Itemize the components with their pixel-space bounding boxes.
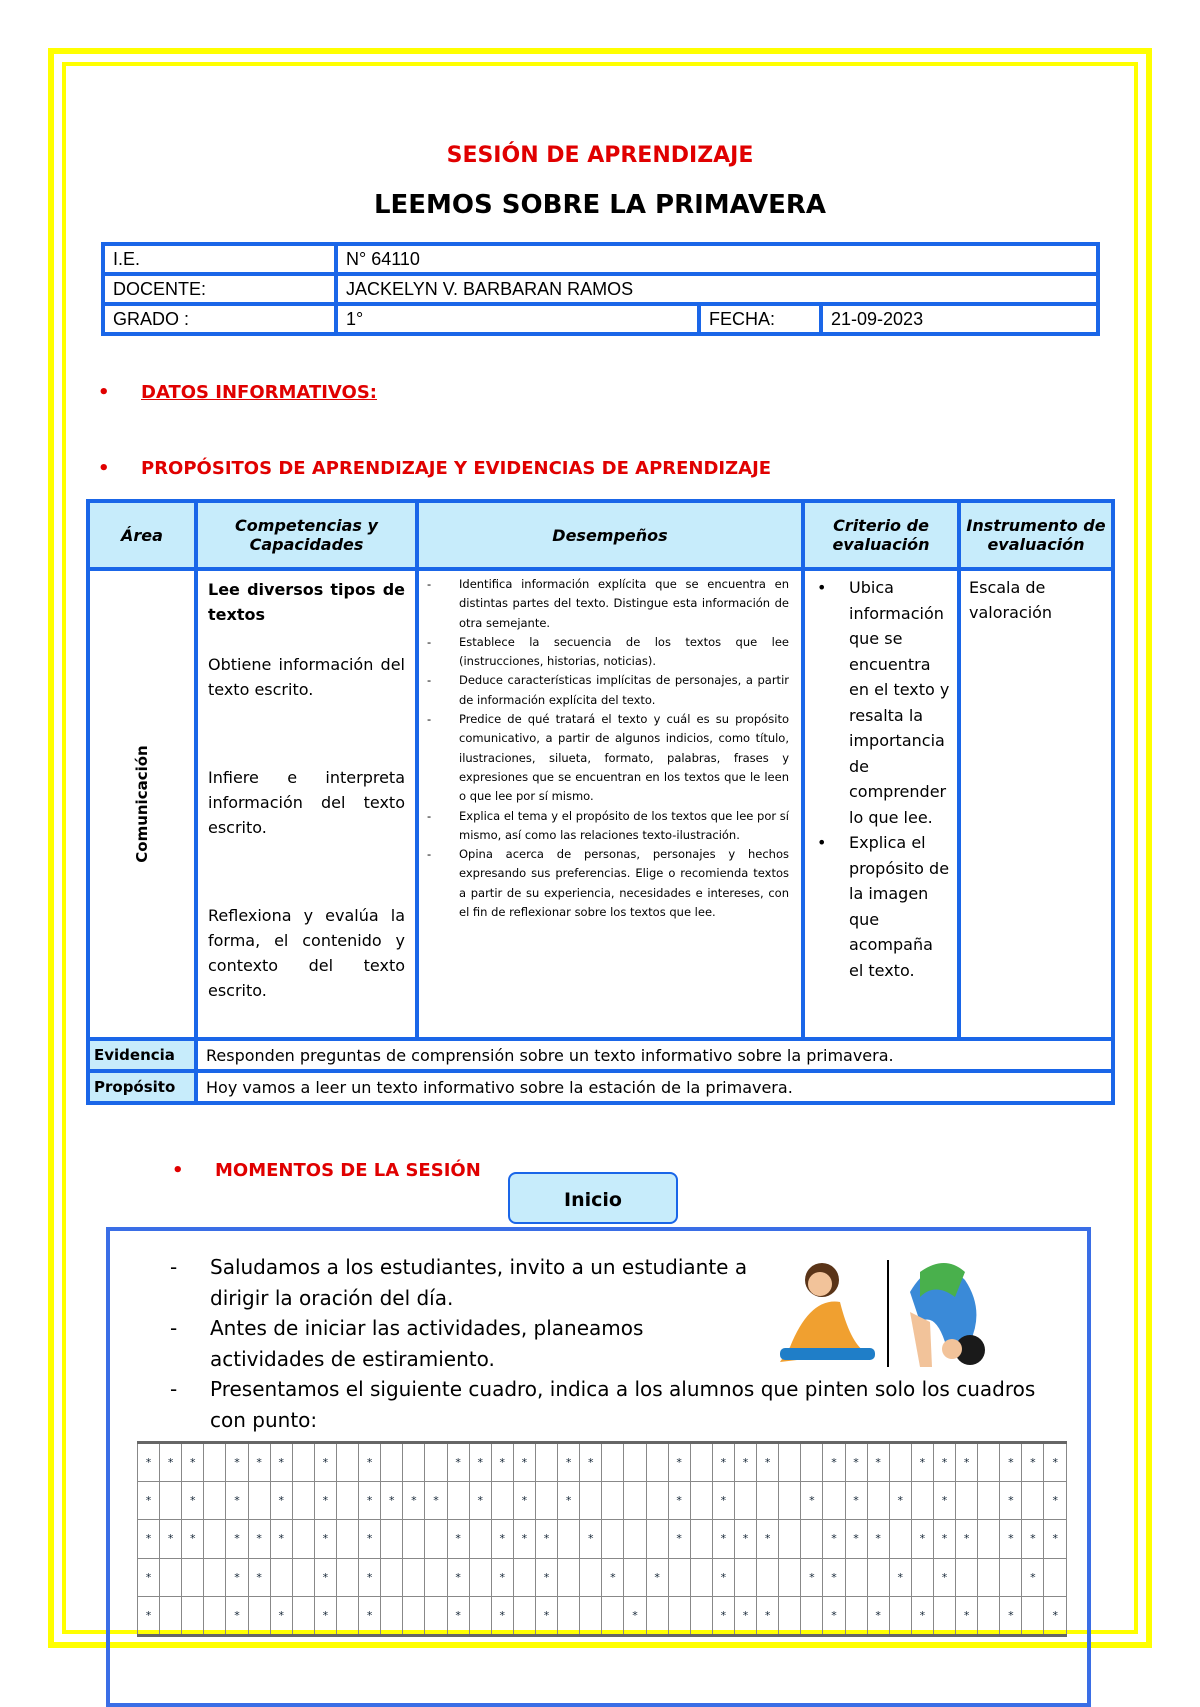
grid-cell-dot[interactable]: * (668, 1520, 690, 1558)
grid-cell-dot[interactable]: * (1044, 1482, 1067, 1520)
grid-cell-dot[interactable]: * (558, 1443, 580, 1482)
grid-cell-dot[interactable]: * (933, 1520, 955, 1558)
grid-cell-dot[interactable]: * (911, 1443, 933, 1482)
grid-row (138, 1443, 1067, 1482)
grid-cell-dot[interactable]: * (513, 1443, 535, 1482)
grid-cell-dot[interactable]: * (248, 1520, 270, 1558)
grid-cell-empty[interactable] (646, 1520, 668, 1558)
grid-cell-dot[interactable]: * (1022, 1443, 1044, 1482)
grid-cell-dot[interactable]: * (956, 1596, 978, 1635)
evidencia-value: Responden preguntas de comprensión sobre un texto informativo sobre la primavera. (196, 1039, 1113, 1071)
grid-cell-dot[interactable]: * (845, 1520, 867, 1558)
grid-cell-dot[interactable]: * (823, 1443, 845, 1482)
grid-cell-empty[interactable] (381, 1520, 403, 1558)
grid-cell-empty[interactable] (292, 1482, 314, 1520)
grid-cell-empty[interactable] (403, 1558, 425, 1596)
bullet-icon: • (98, 458, 110, 479)
grid-cell-empty[interactable] (558, 1596, 580, 1635)
grid-cell-empty[interactable] (535, 1482, 557, 1520)
grid-cell-empty[interactable] (624, 1520, 646, 1558)
grid-cell-empty[interactable] (933, 1596, 955, 1635)
grid-cell-empty[interactable] (823, 1482, 845, 1520)
grid-cell-empty[interactable] (690, 1558, 712, 1596)
grid-cell-empty[interactable] (425, 1596, 447, 1635)
grid-cell-empty[interactable] (336, 1596, 358, 1635)
grid-cell-dot[interactable]: * (270, 1482, 292, 1520)
desempeno-item: - Opina acerca de personas, personajes y hechos expresando sus preferencias. Elige o recomienda textos a partir de su experiencia, necesidades e intereses, con el fin de reflexionar sobre los textos que lee. (427, 845, 789, 922)
grid-cell-dot[interactable]: * (359, 1558, 381, 1596)
grid-cell-empty[interactable] (469, 1558, 491, 1596)
grid-cell-empty[interactable] (1000, 1558, 1022, 1596)
criterio-item: • Ubica información que se encuentra en el texto y resalta la importancia de comprender lo que lee. (811, 575, 951, 830)
grid-cell-dot[interactable]: * (359, 1596, 381, 1635)
grid-cell-empty[interactable] (624, 1482, 646, 1520)
grid-cell-empty[interactable] (292, 1520, 314, 1558)
grid-cell-dot[interactable]: * (823, 1596, 845, 1635)
section-propositos (98, 458, 998, 482)
capacidad-item: Infiere e interpreta información del texto escrito. (208, 768, 405, 837)
grid-cell-empty[interactable] (779, 1443, 801, 1482)
grid-cell-dot[interactable]: * (535, 1558, 557, 1596)
grid-cell-dot[interactable]: * (933, 1443, 955, 1482)
grid-cell-dot[interactable]: * (646, 1558, 668, 1596)
grid-cell-empty[interactable] (425, 1558, 447, 1596)
grid-cell-dot[interactable]: * (933, 1558, 955, 1596)
proposito-value: Hoy vamos a leer un texto informativo sobre la estación de la primavera. (196, 1071, 1113, 1103)
grid-cell-dot[interactable]: * (160, 1520, 182, 1558)
grid-cell-dot[interactable]: * (956, 1520, 978, 1558)
grid-cell-empty[interactable] (845, 1558, 867, 1596)
grid-cell-empty[interactable] (668, 1596, 690, 1635)
grid-cell-empty[interactable] (624, 1558, 646, 1596)
grid-cell-empty[interactable] (292, 1596, 314, 1635)
grid-row (138, 1482, 1067, 1520)
grid-cell-empty[interactable] (381, 1596, 403, 1635)
session-title: SESIÓN DE APRENDIZAJE (446, 143, 754, 168)
grid-row (138, 1558, 1067, 1596)
grid-cell-dot[interactable]: * (138, 1482, 160, 1520)
grid-cell-dot[interactable]: * (535, 1596, 557, 1635)
capacidad-item: Reflexiona y evalúa la forma, el contenido y contexto del texto escrito. (208, 906, 405, 1000)
grid-cell-empty[interactable] (646, 1482, 668, 1520)
grid-cell-dot[interactable]: * (359, 1482, 381, 1520)
grid-cell-empty[interactable] (292, 1443, 314, 1482)
header-instrumento: Instrumento de evaluación (959, 501, 1113, 569)
section-datos-label: DATOS INFORMATIVOS: (141, 382, 378, 403)
grid-cell-dot[interactable]: * (314, 1520, 336, 1558)
grid-cell-dot[interactable]: * (580, 1520, 602, 1558)
stretching-illustration (770, 1252, 1000, 1372)
capacidad-item: Obtiene información del texto escrito. (208, 655, 405, 699)
grid-cell-empty[interactable] (558, 1520, 580, 1558)
grid-cell-dot[interactable]: * (160, 1443, 182, 1482)
grid-cell-dot[interactable]: * (1044, 1596, 1067, 1635)
header-competencias: Competencias y Capacidades (196, 501, 417, 569)
grid-cell-dot[interactable]: * (1022, 1520, 1044, 1558)
grid-cell-dot[interactable]: * (491, 1443, 513, 1482)
grid-cell-empty[interactable] (1022, 1596, 1044, 1635)
grid-cell-empty[interactable] (558, 1558, 580, 1596)
grid-cell-dot[interactable]: * (558, 1482, 580, 1520)
grid-cell-dot[interactable]: * (624, 1596, 646, 1635)
session-subtitle: LEEMOS SOBRE LA PRIMAVERA (373, 190, 827, 220)
grid-cell-empty[interactable] (779, 1558, 801, 1596)
grid-cell-empty[interactable] (204, 1558, 226, 1596)
grid-cell-empty[interactable] (646, 1443, 668, 1482)
grid-cell-dot[interactable]: * (823, 1558, 845, 1596)
grid-cell-dot[interactable]: * (734, 1520, 756, 1558)
grid-cell-dot[interactable]: * (867, 1443, 889, 1482)
section-datos (98, 382, 598, 406)
grid-cell-empty[interactable] (403, 1596, 425, 1635)
proposito-label: Propósito (88, 1071, 196, 1103)
grid-cell-dot[interactable]: * (1000, 1482, 1022, 1520)
grid-cell-dot[interactable]: * (314, 1558, 336, 1596)
fecha-value: 21-09-2023 (821, 304, 1098, 334)
grid-cell-empty[interactable] (1022, 1482, 1044, 1520)
grid-cell-dot[interactable]: * (182, 1520, 204, 1558)
grid-cell-dot[interactable]: * (270, 1443, 292, 1482)
grid-cell-empty[interactable] (978, 1596, 1000, 1635)
grid-cell-empty[interactable] (734, 1482, 756, 1520)
grid-cell-dot[interactable]: * (845, 1482, 867, 1520)
grid-cell-empty[interactable] (292, 1558, 314, 1596)
grid-cell-empty[interactable] (469, 1596, 491, 1635)
grid-row (138, 1520, 1067, 1558)
grid-cell-empty[interactable] (801, 1520, 823, 1558)
desempeno-item: - Identifica información explícita que se encuentra en distintas partes del texto. Distingue esta información de otra semejante. (427, 575, 789, 633)
grid-cell-dot[interactable]: * (1022, 1558, 1044, 1596)
docente-value: JACKELYN V. BARBARAN RAMOS (336, 274, 1098, 304)
grid-cell-dot[interactable]: * (889, 1558, 911, 1596)
grid-cell-dot[interactable]: * (270, 1520, 292, 1558)
header-criterio: Criterio de evaluación (803, 501, 959, 569)
grid-cell-dot[interactable]: * (757, 1443, 779, 1482)
grid-cell-empty[interactable] (646, 1596, 668, 1635)
grid-cell-empty[interactable] (160, 1558, 182, 1596)
grid-cell-empty[interactable] (668, 1558, 690, 1596)
grid-cell-dot[interactable]: * (1000, 1520, 1022, 1558)
grado-label: GRADO : (103, 304, 336, 334)
grid-cell-dot[interactable]: * (956, 1443, 978, 1482)
grid-cell-empty[interactable] (911, 1482, 933, 1520)
grid-cell-empty[interactable] (690, 1520, 712, 1558)
grid-cell-dot[interactable]: * (469, 1482, 491, 1520)
grid-cell-empty[interactable] (469, 1520, 491, 1558)
grid-cell-empty[interactable] (978, 1558, 1000, 1596)
grid-cell-empty[interactable] (956, 1482, 978, 1520)
grid-cell-dot[interactable]: * (425, 1482, 447, 1520)
area-label: Comunicación (133, 745, 151, 863)
grid-cell-empty[interactable] (535, 1443, 557, 1482)
grid-cell-empty[interactable] (801, 1596, 823, 1635)
grid-cell-dot[interactable]: * (867, 1520, 889, 1558)
grid-row (138, 1596, 1067, 1635)
grid-cell-dot[interactable]: * (314, 1482, 336, 1520)
desempeno-item: - Deduce características implícitas de personajes, a partir de información explícita del texto. (427, 671, 789, 710)
criterio-item: • Explica el propósito de la imagen que acompaña el texto. (811, 830, 951, 983)
grid-cell-empty[interactable] (978, 1520, 1000, 1558)
grid-cell-empty[interactable] (336, 1520, 358, 1558)
grid-cell-dot[interactable]: * (712, 1443, 734, 1482)
grid-cell-empty[interactable] (624, 1443, 646, 1482)
grid-cell-dot[interactable]: * (447, 1443, 469, 1482)
grid-cell-empty[interactable] (336, 1558, 358, 1596)
grid-cell-dot[interactable]: * (381, 1482, 403, 1520)
grid-cell-empty[interactable] (734, 1558, 756, 1596)
grid-cell-dot[interactable]: * (535, 1520, 557, 1558)
grid-cell-dot[interactable]: * (359, 1520, 381, 1558)
grid-cell-dot[interactable]: * (602, 1558, 624, 1596)
grid-cell-empty[interactable] (602, 1443, 624, 1482)
grid-cell-empty[interactable] (248, 1482, 270, 1520)
grid-cell-dot[interactable]: * (580, 1443, 602, 1482)
grid-cell-dot[interactable]: * (757, 1520, 779, 1558)
section-momentos-label: MOMENTOS DE LA SESIÓN (215, 1160, 481, 1181)
grid-cell-empty[interactable] (248, 1596, 270, 1635)
dot-grid (137, 1441, 1067, 1637)
grid-cell-empty[interactable] (889, 1520, 911, 1558)
grid-cell-empty[interactable] (425, 1443, 447, 1482)
grid-cell-dot[interactable]: * (734, 1443, 756, 1482)
grid-cell-dot[interactable]: * (712, 1558, 734, 1596)
header-desempenos: Desempeños (417, 501, 803, 569)
area-cell (88, 569, 196, 1039)
grid-cell-dot[interactable]: * (513, 1482, 535, 1520)
grid-cell-empty[interactable] (602, 1596, 624, 1635)
grid-cell-dot[interactable]: * (138, 1596, 160, 1635)
grid-cell-empty[interactable] (336, 1482, 358, 1520)
grid-cell-dot[interactable]: * (911, 1596, 933, 1635)
propositos-table (86, 499, 1115, 1105)
grid-cell-dot[interactable]: * (182, 1482, 204, 1520)
grid-cell-dot[interactable]: * (889, 1482, 911, 1520)
grid-cell-dot[interactable]: * (182, 1443, 204, 1482)
grid-cell-empty[interactable] (867, 1482, 889, 1520)
grid-cell-empty[interactable] (757, 1482, 779, 1520)
grid-cell-dot[interactable]: * (911, 1520, 933, 1558)
grid-cell-empty[interactable] (779, 1596, 801, 1635)
grid-cell-empty[interactable] (779, 1520, 801, 1558)
fecha-label: FECHA: (699, 304, 821, 334)
grid-cell-empty[interactable] (270, 1558, 292, 1596)
grid-cell-dot[interactable]: * (491, 1596, 513, 1635)
ie-label: I.E. (103, 244, 336, 274)
grid-cell-dot[interactable]: * (248, 1443, 270, 1482)
grid-cell-dot[interactable]: * (138, 1520, 160, 1558)
grid-cell-empty[interactable] (204, 1482, 226, 1520)
grid-cell-empty[interactable] (491, 1482, 513, 1520)
grid-cell-dot[interactable]: * (226, 1482, 248, 1520)
grid-cell-dot[interactable]: * (1044, 1443, 1067, 1482)
evidencia-label: Evidencia (88, 1039, 196, 1071)
inicio-tab: Inicio (508, 1172, 678, 1224)
grid-cell-dot[interactable]: * (226, 1596, 248, 1635)
desempenos-cell (417, 569, 803, 1039)
grid-cell-dot[interactable]: * (712, 1596, 734, 1635)
section-propositos-label: PROPÓSITOS DE APRENDIZAJE Y EVIDENCIAS DE APRENDIZAJE (141, 458, 772, 479)
competencias-cell (196, 569, 417, 1039)
grid-cell-dot[interactable]: * (801, 1482, 823, 1520)
grid-cell-empty[interactable] (513, 1558, 535, 1596)
grid-cell-empty[interactable] (889, 1443, 911, 1482)
grid-cell-empty[interactable] (381, 1558, 403, 1596)
grid-cell-empty[interactable] (580, 1596, 602, 1635)
grid-cell-empty[interactable] (757, 1558, 779, 1596)
grid-cell-empty[interactable] (447, 1482, 469, 1520)
grid-cell-empty[interactable] (978, 1443, 1000, 1482)
grid-cell-dot[interactable]: * (226, 1443, 248, 1482)
grid-cell-empty[interactable] (160, 1596, 182, 1635)
grid-cell-empty[interactable] (425, 1520, 447, 1558)
docente-label: DOCENTE: (103, 274, 336, 304)
header-area: Área (88, 501, 196, 569)
grid-cell-dot[interactable]: * (712, 1520, 734, 1558)
desempeno-item: - Establece la secuencia de los textos que lee (instrucciones, historias, noticias). (427, 633, 789, 672)
grid-cell-dot[interactable]: * (491, 1558, 513, 1596)
grid-cell-empty[interactable] (182, 1596, 204, 1635)
grid-cell-dot[interactable]: * (447, 1558, 469, 1596)
grid-cell-dot[interactable]: * (801, 1558, 823, 1596)
grid-cell-dot[interactable]: * (447, 1596, 469, 1635)
grid-cell-dot[interactable]: * (469, 1443, 491, 1482)
grid-cell-empty[interactable] (204, 1520, 226, 1558)
grid-cell-dot[interactable]: * (248, 1558, 270, 1596)
grid-cell-empty[interactable] (956, 1558, 978, 1596)
grid-cell-empty[interactable] (160, 1482, 182, 1520)
grid-cell-dot[interactable]: * (138, 1443, 160, 1482)
child-bend-figure (910, 1263, 985, 1367)
grid-cell-dot[interactable]: * (823, 1520, 845, 1558)
grid-cell-empty[interactable] (602, 1482, 624, 1520)
bullet-icon: • (98, 382, 110, 403)
grid-cell-empty[interactable] (845, 1596, 867, 1635)
activity-item: - Antes de iniciar las actividades, planeamos actividades de estiramiento. (170, 1313, 690, 1374)
grid-cell-empty[interactable] (336, 1443, 358, 1482)
grid-cell-empty[interactable] (580, 1482, 602, 1520)
grid-cell-empty[interactable] (513, 1596, 535, 1635)
desempeno-item: - Predice de qué tratará el texto y cuál es su propósito comunicativo, a partir de algunos indicios, como título, ilustraciones, silueta, formato, palabras, frases y expresiones que se encuentran en los textos que le leen o que lee por sí mismo. (427, 710, 789, 806)
activity-item: - Saludamos a los estudiantes, invito a un estudiante a dirigir la oración del día. (170, 1252, 765, 1313)
grid-cell-dot[interactable]: * (491, 1520, 513, 1558)
grid-cell-dot[interactable]: * (933, 1482, 955, 1520)
grid-cell-empty[interactable] (779, 1482, 801, 1520)
grid-cell-empty[interactable] (1044, 1558, 1067, 1596)
grado-value: 1° (336, 304, 699, 334)
grid-cell-empty[interactable] (602, 1520, 624, 1558)
grid-cell-empty[interactable] (204, 1443, 226, 1482)
grid-cell-empty[interactable] (978, 1482, 1000, 1520)
competencia-title: Lee diversos tipos de textos (208, 580, 405, 624)
grid-cell-dot[interactable]: * (314, 1443, 336, 1482)
activity-item: - Presentamos el siguiente cuadro, indica a los alumnos que pinten solo los cuadros con punto: (170, 1374, 1070, 1435)
grid-cell-empty[interactable] (381, 1443, 403, 1482)
grid-cell-dot[interactable]: * (226, 1558, 248, 1596)
grid-cell-dot[interactable]: * (226, 1520, 248, 1558)
grid-cell-dot[interactable]: * (712, 1482, 734, 1520)
desempeno-item: - Explica el tema y el propósito de los textos que lee por sí mismo, así como las relaciones texto-ilustración. (427, 807, 789, 846)
grid-cell-empty[interactable] (182, 1558, 204, 1596)
grid-cell-dot[interactable]: * (845, 1443, 867, 1482)
bullet-icon: • (172, 1160, 184, 1181)
grid-cell-dot[interactable]: * (867, 1596, 889, 1635)
grid-cell-dot[interactable]: * (513, 1520, 535, 1558)
grid-cell-dot[interactable]: * (447, 1520, 469, 1558)
grid-cell-dot[interactable]: * (1044, 1520, 1067, 1558)
grid-cell-dot[interactable]: * (1000, 1443, 1022, 1482)
grid-cell-dot[interactable]: * (757, 1596, 779, 1635)
grid-cell-dot[interactable]: * (359, 1443, 381, 1482)
grid-cell-dot[interactable]: * (403, 1482, 425, 1520)
grid-cell-empty[interactable] (801, 1443, 823, 1482)
grid-cell-empty[interactable] (580, 1558, 602, 1596)
instrumento-cell: Escala de valoración (959, 569, 1113, 1039)
grid-cell-empty[interactable] (690, 1443, 712, 1482)
grid-cell-empty[interactable] (867, 1558, 889, 1596)
ie-value: N° 64110 (336, 244, 1098, 274)
grid-cell-empty[interactable] (204, 1596, 226, 1635)
criterio-cell (803, 569, 959, 1039)
info-table (101, 242, 1100, 336)
grid-cell-dot[interactable]: * (668, 1482, 690, 1520)
grid-cell-dot[interactable]: * (668, 1443, 690, 1482)
grid-cell-dot[interactable]: * (138, 1558, 160, 1596)
grid-cell-empty[interactable] (911, 1558, 933, 1596)
grid-cell-dot[interactable]: * (1000, 1596, 1022, 1635)
grid-cell-empty[interactable] (889, 1596, 911, 1635)
grid-cell-dot[interactable]: * (270, 1596, 292, 1635)
grid-cell-empty[interactable] (690, 1596, 712, 1635)
child-stretch-figure (780, 1263, 875, 1362)
grid-cell-dot[interactable]: * (734, 1596, 756, 1635)
grid-cell-empty[interactable] (403, 1443, 425, 1482)
grid-cell-empty[interactable] (403, 1520, 425, 1558)
grid-cell-dot[interactable]: * (314, 1596, 336, 1635)
grid-cell-empty[interactable] (690, 1482, 712, 1520)
